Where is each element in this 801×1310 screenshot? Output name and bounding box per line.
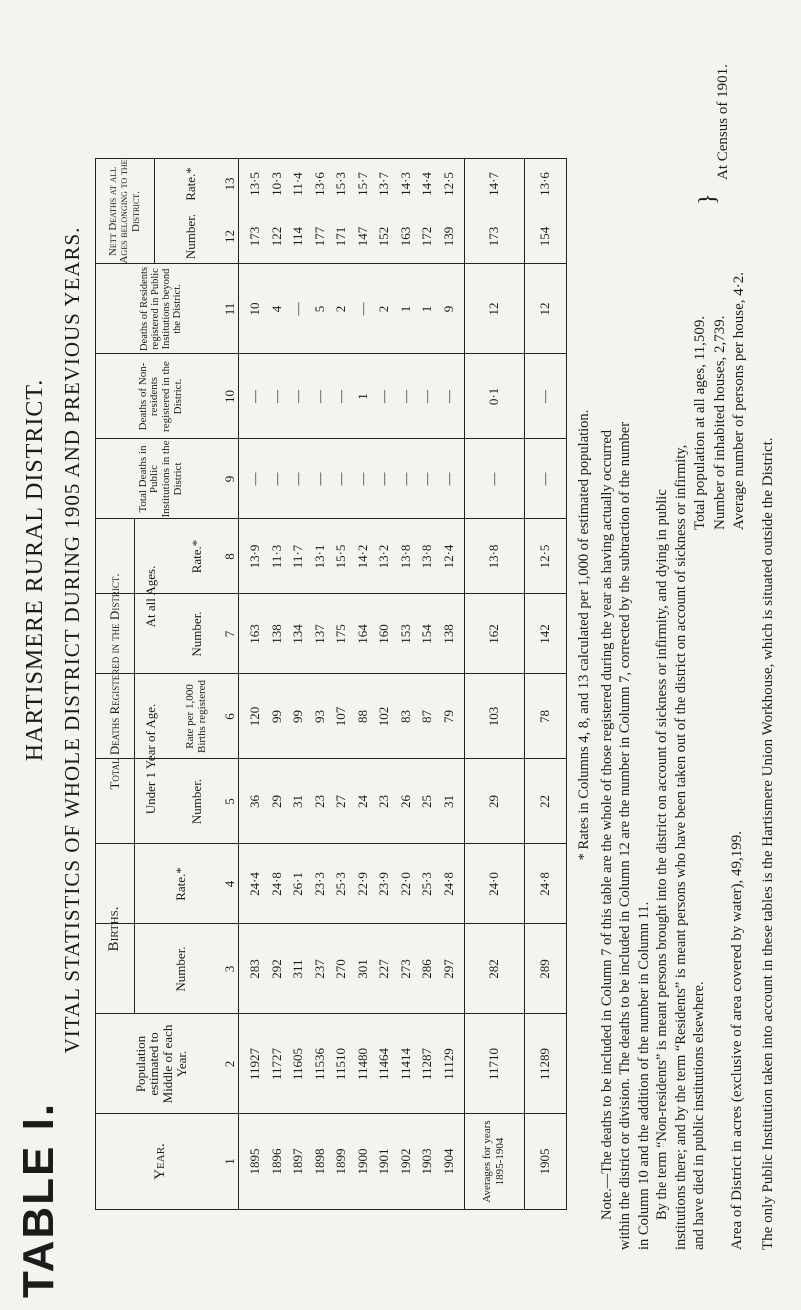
cell-u1-number: 23 — [376, 795, 391, 808]
cell-public: — — [268, 472, 284, 486]
cell-u1-rate: 88 — [354, 710, 370, 723]
cell-births-rate: 24·4 — [247, 872, 262, 896]
cell-nett-number: 154 — [537, 226, 552, 247]
cell-nett-number: 139 — [440, 226, 456, 247]
cell-births-rate: 25·3 — [333, 872, 348, 896]
cell-nett-number: 173 — [247, 226, 262, 247]
cell-nonres: 1 — [354, 393, 370, 400]
cell-nett-number: 171 — [333, 226, 348, 247]
cell-deaths-number: 160 — [376, 624, 391, 644]
total-population: Total population at all ages, 11,509. — [692, 315, 708, 530]
cell-population: 11510 — [333, 1047, 348, 1081]
header-total-deaths: Total Deaths Registered in the District. — [107, 573, 123, 790]
cell-u1-number: 36 — [247, 795, 262, 808]
cell-public: — — [376, 472, 391, 486]
header-all-rate: Rate.* — [189, 539, 205, 574]
cell-deaths-rate: 13·8 — [486, 544, 501, 569]
cell-nonres: — — [333, 390, 348, 403]
row-divider — [154, 159, 155, 264]
table-label: TABLE I. — [14, 1101, 63, 1298]
cell-deaths-number: 138 — [440, 624, 456, 644]
cell-nett-rate: 13·5 — [247, 172, 262, 196]
cell-u1-rate: 83 — [397, 710, 413, 723]
cell-public: — — [354, 472, 370, 486]
cell-resbeyond: 4 — [268, 305, 284, 313]
cell-nett-rate: 10·3 — [268, 172, 284, 196]
col-number: 1 — [222, 1158, 237, 1165]
cell-resbeyond: 1 — [419, 305, 434, 313]
cell-births-number: 286 — [419, 959, 434, 979]
cell-births-rate: 22·9 — [354, 872, 370, 896]
cell-births-number: 301 — [354, 959, 370, 979]
note-line: and have died in public institutions elsewhere. — [691, 981, 708, 1250]
col-number: 8 — [222, 553, 237, 560]
cell-births-number: 237 — [311, 959, 327, 979]
cell-year: 1897 — [290, 1148, 305, 1175]
col-number: 9 — [222, 475, 237, 483]
cell-population: 11710 — [486, 1047, 501, 1081]
cell-u1-number: 29 — [268, 795, 284, 808]
header-public-institutions: Total Deaths in Public Institutions in the District — [136, 440, 184, 518]
cell-population: 11536 — [311, 1047, 327, 1081]
header-non-residents: Deaths of Non-residents registered in the District. — [136, 361, 184, 432]
cell-population: 11414 — [397, 1047, 413, 1081]
cell-deaths-rate: 12·5 — [537, 544, 552, 569]
note-line: By the term “Non-residents” is meant persons brought into the district on account of sickness or infirmity, and dying in public — [654, 489, 671, 1220]
area-text: Area of District in acres (exclusive of area covered by water), 49,199. — [729, 831, 745, 1250]
cell-population: 11480 — [354, 1047, 370, 1081]
cell-nett-rate: 14·7 — [486, 172, 501, 196]
cell-public: — — [537, 472, 552, 486]
inhabited-houses: Number of inhabited houses, 2,739. — [711, 315, 728, 530]
cell-nett-rate: 12·5 — [440, 172, 456, 196]
cell-public: — — [440, 472, 456, 486]
cell-nett-number: 172 — [419, 226, 434, 247]
cell-public: — — [486, 472, 501, 486]
cell-deaths-rate: 13·8 — [397, 544, 413, 569]
cell-births-rate: 26·1 — [290, 872, 305, 896]
cell-resbeyond: — — [354, 302, 370, 316]
cell-deaths-rate: 12·4 — [440, 544, 456, 569]
cell-public: — — [311, 472, 327, 486]
cell-population: 11464 — [376, 1047, 391, 1081]
col-number: 6 — [222, 713, 237, 720]
cell-public: — — [397, 472, 413, 486]
cell-births-rate: 24·8 — [268, 872, 284, 896]
col-number: 7 — [222, 630, 237, 638]
cell-population: 11605 — [290, 1047, 305, 1081]
cell-year: 1900 — [354, 1148, 370, 1175]
cell-year: 1898 — [311, 1148, 327, 1175]
cell-nett-rate: 15·7 — [354, 172, 370, 196]
cell-nett-number: 177 — [311, 226, 327, 247]
cell-resbeyond: 12 — [537, 302, 552, 316]
cell-u1-number: 31 — [290, 795, 305, 808]
cell-deaths-rate: 13·8 — [419, 544, 434, 569]
cell-year: 1904 — [440, 1148, 456, 1175]
cell-nett-number: 152 — [376, 226, 391, 247]
note-line: in Column 10 and the addition of the number in Column 11. — [635, 901, 652, 1250]
cell-population: 11129 — [440, 1048, 456, 1080]
cell-population: 11287 — [419, 1047, 434, 1081]
cell-births-rate: 24·8 — [537, 872, 552, 896]
header-under1-rate: Rate per 1,000 Births registered — [184, 680, 208, 754]
cell-nonres: — — [419, 390, 434, 403]
cell-public: — — [247, 472, 262, 486]
note-line: within the district or division. The deaths to be included in Column 12 are the number in Column 7, corrected by the subtraction of the number — [617, 421, 634, 1250]
row-divider — [134, 519, 135, 844]
col-number: 4 — [222, 880, 237, 888]
header-under1-number: Number. — [189, 778, 205, 825]
cell-deaths-number: 153 — [397, 624, 413, 644]
cell-deaths-number: 162 — [486, 624, 501, 644]
cell-resbeyond: 12 — [486, 302, 501, 316]
cell-deaths-number: 142 — [537, 624, 552, 644]
brace-glyph: } — [695, 193, 721, 205]
header-nett-deaths: Nett Deaths at all Ages belonging to the District. — [106, 159, 142, 264]
cell-resbeyond: 9 — [440, 305, 456, 313]
census-label: At Census of 1901. — [715, 64, 731, 180]
cell-births-rate: 23·9 — [376, 872, 391, 896]
cell-u1-rate: 87 — [419, 710, 434, 723]
col-number: 5 — [222, 798, 237, 805]
cell-resbeyond: 2 — [333, 305, 348, 313]
cell-nett-rate: 13·6 — [311, 172, 327, 196]
cell-deaths-rate: 11·3 — [268, 544, 284, 569]
cell-u1-number: 22 — [537, 795, 552, 808]
cell-nonres: — — [537, 390, 552, 403]
header-year: Year. — [152, 1143, 169, 1180]
cell-public: — — [290, 472, 305, 486]
col-number: 12 — [222, 230, 237, 243]
cell-deaths-rate: 13·9 — [247, 544, 262, 569]
cell-resbeyond: 1 — [397, 305, 413, 313]
cell-deaths-rate: 11·7 — [290, 544, 305, 569]
cell-nett-rate: 14·3 — [397, 172, 413, 196]
cell-births-number: 297 — [440, 959, 456, 979]
title-block — [0, 0, 100, 1310]
cell-year: 1896 — [268, 1148, 284, 1175]
cell-u1-rate: 107 — [333, 706, 348, 727]
cell-u1-number: 31 — [440, 795, 456, 808]
cell-public: — — [333, 472, 348, 486]
cell-nonres: — — [247, 390, 262, 403]
cell-u1-number: 26 — [397, 795, 413, 808]
current-rule — [524, 159, 525, 1209]
cell-nonres: — — [440, 390, 456, 403]
cell-births-number: 270 — [333, 959, 348, 979]
cell-year: Averages for years 1895-1904 — [481, 1120, 506, 1203]
cell-births-number: 311 — [290, 959, 305, 979]
cell-deaths-number: 164 — [354, 624, 370, 644]
cell-nett-rate: 15·3 — [333, 172, 348, 196]
col-number: 10 — [222, 390, 237, 403]
cell-births-number: 273 — [397, 959, 413, 979]
cell-u1-rate: 79 — [440, 710, 456, 723]
cell-u1-number: 24 — [354, 795, 370, 808]
cell-population: 11289 — [537, 1047, 552, 1081]
row-divider — [134, 844, 135, 1014]
cell-deaths-number: 154 — [419, 624, 434, 644]
cell-nett-rate: 11·4 — [290, 172, 305, 196]
cell-nett-number: 147 — [354, 226, 370, 247]
cell-u1-rate: 120 — [247, 706, 262, 727]
header-all-ages: At all Ages. — [143, 565, 159, 628]
cell-nett-rate: 14·4 — [419, 172, 434, 196]
cell-births-rate: 25·3 — [419, 872, 434, 896]
cell-u1-rate: 99 — [290, 710, 305, 723]
header-nett-rate: Rate.* — [183, 167, 199, 201]
persons-per-house: Average number of persons per house, 4·2. — [731, 272, 747, 530]
cell-year: 1899 — [333, 1148, 348, 1175]
cell-u1-number: 23 — [311, 795, 327, 808]
cell-u1-rate: 103 — [486, 706, 501, 727]
cell-resbeyond: 10 — [247, 302, 262, 316]
header-births: Births. — [106, 906, 123, 952]
header-rule — [238, 159, 239, 1209]
cell-births-number: 283 — [247, 959, 262, 979]
cell-nett-rate: 13·6 — [537, 172, 552, 196]
cell-u1-rate: 78 — [537, 710, 552, 723]
statistics-table — [95, 158, 567, 1210]
institution-note: The only Public Institution taken into account in these tables is the Hartismere Union Workhouse, which is situated outside the District. — [760, 437, 776, 1250]
cell-population: 11727 — [268, 1047, 284, 1081]
cell-nonres: — — [311, 390, 327, 403]
col-number: 2 — [222, 1060, 237, 1068]
cell-deaths-number: 134 — [290, 624, 305, 644]
cell-population: 11927 — [247, 1047, 262, 1081]
page-title: HARTISMERE RURAL DISTRICT. — [22, 378, 48, 762]
cell-u1-rate: 93 — [311, 710, 327, 723]
header-births-rate: Rate.* — [173, 867, 189, 901]
cell-year: 1905 — [537, 1148, 552, 1175]
cell-deaths-number: 163 — [247, 624, 262, 644]
cell-nonres: — — [397, 390, 413, 403]
cell-nett-number: 173 — [486, 226, 501, 247]
cell-nett-number: 163 — [397, 226, 413, 247]
cell-year: 1903 — [419, 1148, 434, 1175]
cell-births-rate: 23·3 — [311, 872, 327, 896]
cell-year: 1902 — [397, 1148, 413, 1175]
cell-nett-number: 122 — [268, 226, 284, 247]
cell-births-rate: 22·0 — [397, 872, 413, 896]
cell-public: — — [419, 472, 434, 486]
cell-deaths-rate: 13·2 — [376, 544, 391, 569]
cell-births-number: 292 — [268, 959, 284, 979]
note-line: institutions there; and by the term “Residents” is meant persons who have been taken out of the district on account of sickness or infirmity, — [672, 444, 689, 1250]
cell-deaths-rate: 14·2 — [354, 544, 370, 569]
cell-u1-number: 29 — [486, 795, 501, 808]
cell-births-rate: 24·8 — [440, 872, 456, 896]
col-number: 3 — [222, 965, 237, 973]
note-line: Note.—The deaths to be included in Column 7 of this table are the whole of those registered during the year as having actually occurred — [598, 429, 615, 1220]
cell-resbeyond: — — [290, 302, 305, 316]
cell-resbeyond: 2 — [376, 305, 391, 313]
cell-deaths-rate: 15·5 — [333, 544, 348, 569]
header-population: Population estimated to Middle of each Year. — [132, 1024, 189, 1104]
col-number: 11 — [222, 302, 237, 316]
col-number: 13 — [222, 177, 237, 191]
header-residents-beyond: Deaths of Residents registered in Public Institutions beyond the District. — [138, 267, 184, 351]
cell-u1-rate: 102 — [376, 706, 391, 727]
cell-nonres: — — [376, 390, 391, 403]
cell-nett-number: 114 — [290, 226, 305, 247]
cell-year: 1895 — [247, 1148, 262, 1175]
cell-resbeyond: 5 — [311, 305, 327, 313]
notes-block — [575, 20, 709, 1250]
cell-u1-number: 25 — [419, 795, 434, 808]
cell-deaths-rate: 13·1 — [311, 544, 327, 569]
cell-year: 1901 — [376, 1148, 391, 1175]
cell-nonres: — — [290, 390, 305, 403]
cell-nonres: 0·1 — [486, 387, 501, 406]
cell-births-number: 227 — [376, 959, 391, 979]
cell-deaths-number: 175 — [333, 624, 348, 644]
cell-deaths-number: 138 — [268, 624, 284, 644]
cell-deaths-number: 137 — [311, 624, 327, 644]
cell-nonres: — — [268, 390, 284, 403]
header-under1: Under 1 Year of Age. — [143, 703, 159, 815]
header-nett-number: Number. — [183, 213, 199, 260]
cell-births-number: 289 — [537, 959, 552, 979]
cell-u1-rate: 99 — [268, 710, 284, 723]
cell-births-number: 282 — [486, 959, 501, 979]
cell-births-rate: 24·0 — [486, 872, 501, 896]
averages-rule — [464, 159, 465, 1209]
cell-u1-number: 27 — [333, 795, 348, 808]
rates-footnote: * Rates in Columns 4, 8, and 13 calculated per 1,000 of estimated population. — [576, 409, 592, 861]
header-births-number: Number. — [173, 946, 189, 992]
page-subtitle: VITAL STATISTICS OF WHOLE DISTRICT DURING 1905 AND PREVIOUS YEARS. — [60, 226, 84, 1054]
cell-nett-rate: 13·7 — [376, 172, 391, 196]
header-all-number: Number. — [189, 611, 205, 657]
